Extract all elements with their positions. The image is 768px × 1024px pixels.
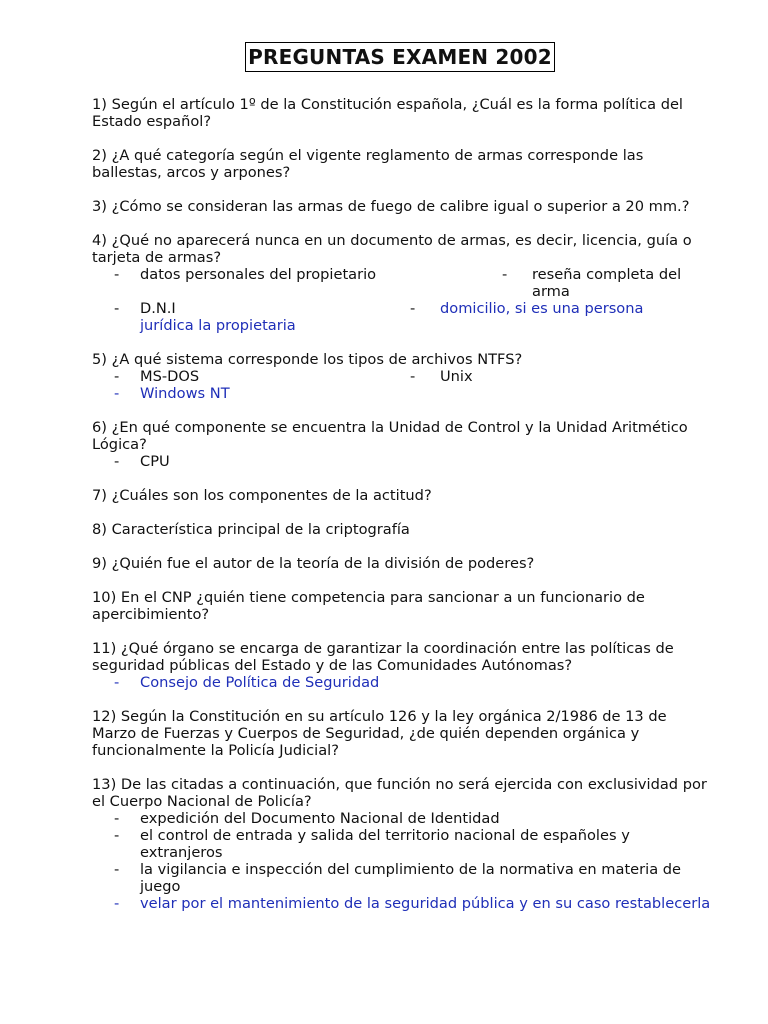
option-text: Unix <box>440 368 473 385</box>
document-page <box>92 42 712 929</box>
dash-bullet: - <box>410 300 416 317</box>
option <box>410 368 712 385</box>
option <box>92 266 410 300</box>
question-text: 6) ¿En qué componente se encuentra la Unidad de Control y la Unidad Aritmético Lógica? <box>92 419 688 453</box>
question-2 <box>92 147 712 181</box>
dash-bullet: - <box>114 861 120 878</box>
question-8 <box>92 521 712 538</box>
option-text: CPU <box>140 453 170 470</box>
question-text: 7) ¿Cuáles son los componentes de la actitud? <box>92 487 432 504</box>
option <box>92 827 712 861</box>
dash-bullet: - <box>502 266 508 283</box>
option-text: datos personales del propietario <box>140 266 377 283</box>
option <box>92 810 500 827</box>
dash-bullet: - <box>114 385 120 402</box>
option <box>92 368 410 385</box>
option <box>410 300 712 317</box>
option-text: expedición del Documento Nacional de Identidad <box>140 810 500 827</box>
question-text: 5) ¿A qué sistema corresponde los tipos de archivos NTFS? <box>92 351 523 368</box>
question-text: 2) ¿A qué categoría según el vigente reglamento de armas corresponde las ballestas, arcos y arpones? <box>92 147 644 181</box>
question-7 <box>92 487 712 504</box>
option <box>92 861 712 895</box>
dash-bullet: - <box>114 453 120 470</box>
dash-bullet: - <box>114 368 120 385</box>
question-text: 4) ¿Qué no aparecerá nunca en un documento de armas, es decir, licencia, guía o tarjeta de armas? <box>92 232 692 266</box>
option-text-answer: Consejo de Política de Seguridad <box>140 674 380 691</box>
dash-bullet: - <box>114 674 120 691</box>
question-text: 12) Según la Constitución en su artículo 126 y la ley orgánica 2/1986 de 13 de Marzo de Fuerzas y Cuerpos de Seguridad, ¿de quién dependen orgánica y funcionalmente la Policía Judicial? <box>92 708 667 759</box>
question-9 <box>92 555 712 572</box>
question-text: 11) ¿Qué órgano se encarga de garantizar la coordinación entre las políticas de seguridad públicas del Estado y de las Comunidades Autónomas? <box>92 640 674 674</box>
option <box>92 385 230 402</box>
question-text: 1) Según el artículo 1º de la Constitución española, ¿Cuál es la forma política del Estado español? <box>92 96 683 130</box>
option-text: la vigilancia e inspección del cumplimiento de la normativa en materia de juego <box>140 861 682 895</box>
question-text: 13) De las citadas a continuación, que función no será ejercida con exclusividad por el Cuerpo Nacional de Policía? <box>92 776 707 810</box>
question-13 <box>92 776 712 912</box>
question-10 <box>92 589 712 623</box>
question-4 <box>92 232 712 334</box>
dash-bullet: - <box>114 266 120 283</box>
option-text: el control de entrada y salida del territorio nacional de españoles y extranjeros <box>140 827 630 861</box>
dash-bullet: - <box>114 810 120 827</box>
question-list <box>92 96 712 912</box>
question-text: 3) ¿Cómo se consideran las armas de fuego de calibre igual o superior a 20 mm.? <box>92 198 690 215</box>
question-1 <box>92 96 712 130</box>
option <box>92 674 379 691</box>
question-5 <box>92 351 712 402</box>
question-6 <box>92 419 712 470</box>
option <box>410 266 712 300</box>
option-text-answer: Windows NT <box>140 385 230 402</box>
option-text-answer-continued: jurídica la propietaria <box>140 317 296 334</box>
option-text: D.N.I <box>140 300 176 317</box>
dash-bullet: - <box>410 368 416 385</box>
option-text-answer: velar por el mantenimiento de la seguridad pública y en su caso restablecerla <box>140 895 711 912</box>
option-text-answer: domicilio, si es una persona <box>440 300 644 317</box>
question-3 <box>92 198 712 215</box>
dash-bullet: - <box>114 300 120 317</box>
question-12 <box>92 708 712 759</box>
question-text: 9) ¿Quién fue el autor de la teoría de la división de poderes? <box>92 555 535 572</box>
question-text: 8) Característica principal de la criptografía <box>92 521 410 538</box>
option <box>92 453 170 470</box>
option <box>92 300 410 317</box>
dash-bullet: - <box>114 827 120 844</box>
document-title: PREGUNTAS EXAMEN 2002 <box>245 42 555 72</box>
option <box>92 895 710 912</box>
option-text: MS-DOS <box>140 368 200 385</box>
question-text: 10) En el CNP ¿quién tiene competencia para sancionar a un funcionario de apercibimiento? <box>92 589 645 623</box>
option-text: reseña completa del arma <box>532 266 682 300</box>
question-11 <box>92 640 712 691</box>
dash-bullet: - <box>114 895 120 912</box>
